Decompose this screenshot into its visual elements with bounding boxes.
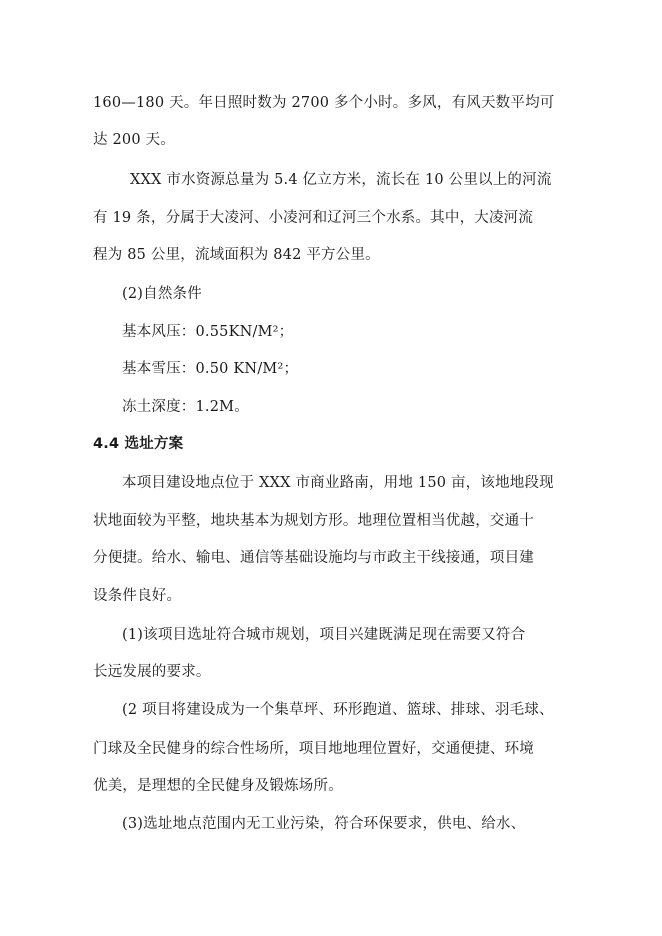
text-line: 长远发展的要求。 [93,664,211,680]
text-line: (3)选址地点范围内无工业污染，符合环保要求，供电、给水、 [122,816,526,832]
text-line: 门球及全民健身的综合性场所，项目地地理位置好，交通便捷、环境 [93,741,534,757]
text-line: 基本雪压：0.50 KN/M²； [122,361,299,377]
text-line: 优美，是理想的全民健身及锻炼场所。 [93,778,343,794]
section-heading: 4.4 选址方案 [93,436,184,452]
text-line: 状地面较为平整，地块基本为规划方形。地理位置相当优越，交通十 [93,513,534,529]
text-line: 达 200 天。 [93,132,175,148]
text-line: 有 19 条，分属于大凌河、小凌河和辽河三个水系。其中，大凌河流 [93,210,534,226]
text-line: 程为 85 公里，流域面积为 842 平方公里。 [93,247,380,263]
text-line: 设条件良好。 [93,588,182,604]
text-line: 基本风压：0.55KN/M²； [122,324,294,340]
text-line: 本项目建设地点位于 XXX 市商业路南，用地 150 亩，该地地段现 [122,475,554,491]
text-line: (1)该项目选址符合城市规划，项目兴建既满足现在需要又符合 [122,627,526,643]
text-line: 160—180 天。年日照时数为 2700 多个小时。多风，有风天数平均可 [93,95,555,111]
text-line: 冻土深度：1.2M。 [122,399,249,415]
text-line: 分便捷。给水、输电、通信等基础设施均与市政主干线接通，项目建 [93,550,534,566]
text-line: XXX 市水资源总量为 5.4 亿立方米，流长在 10 公里以上的河流 [130,172,552,188]
section-subtitle: (2)自然条件 [122,286,202,302]
text-line: (2 项目将建设成为一个集草坪、环形跑道、篮球、排球、羽毛球、 [122,702,554,718]
